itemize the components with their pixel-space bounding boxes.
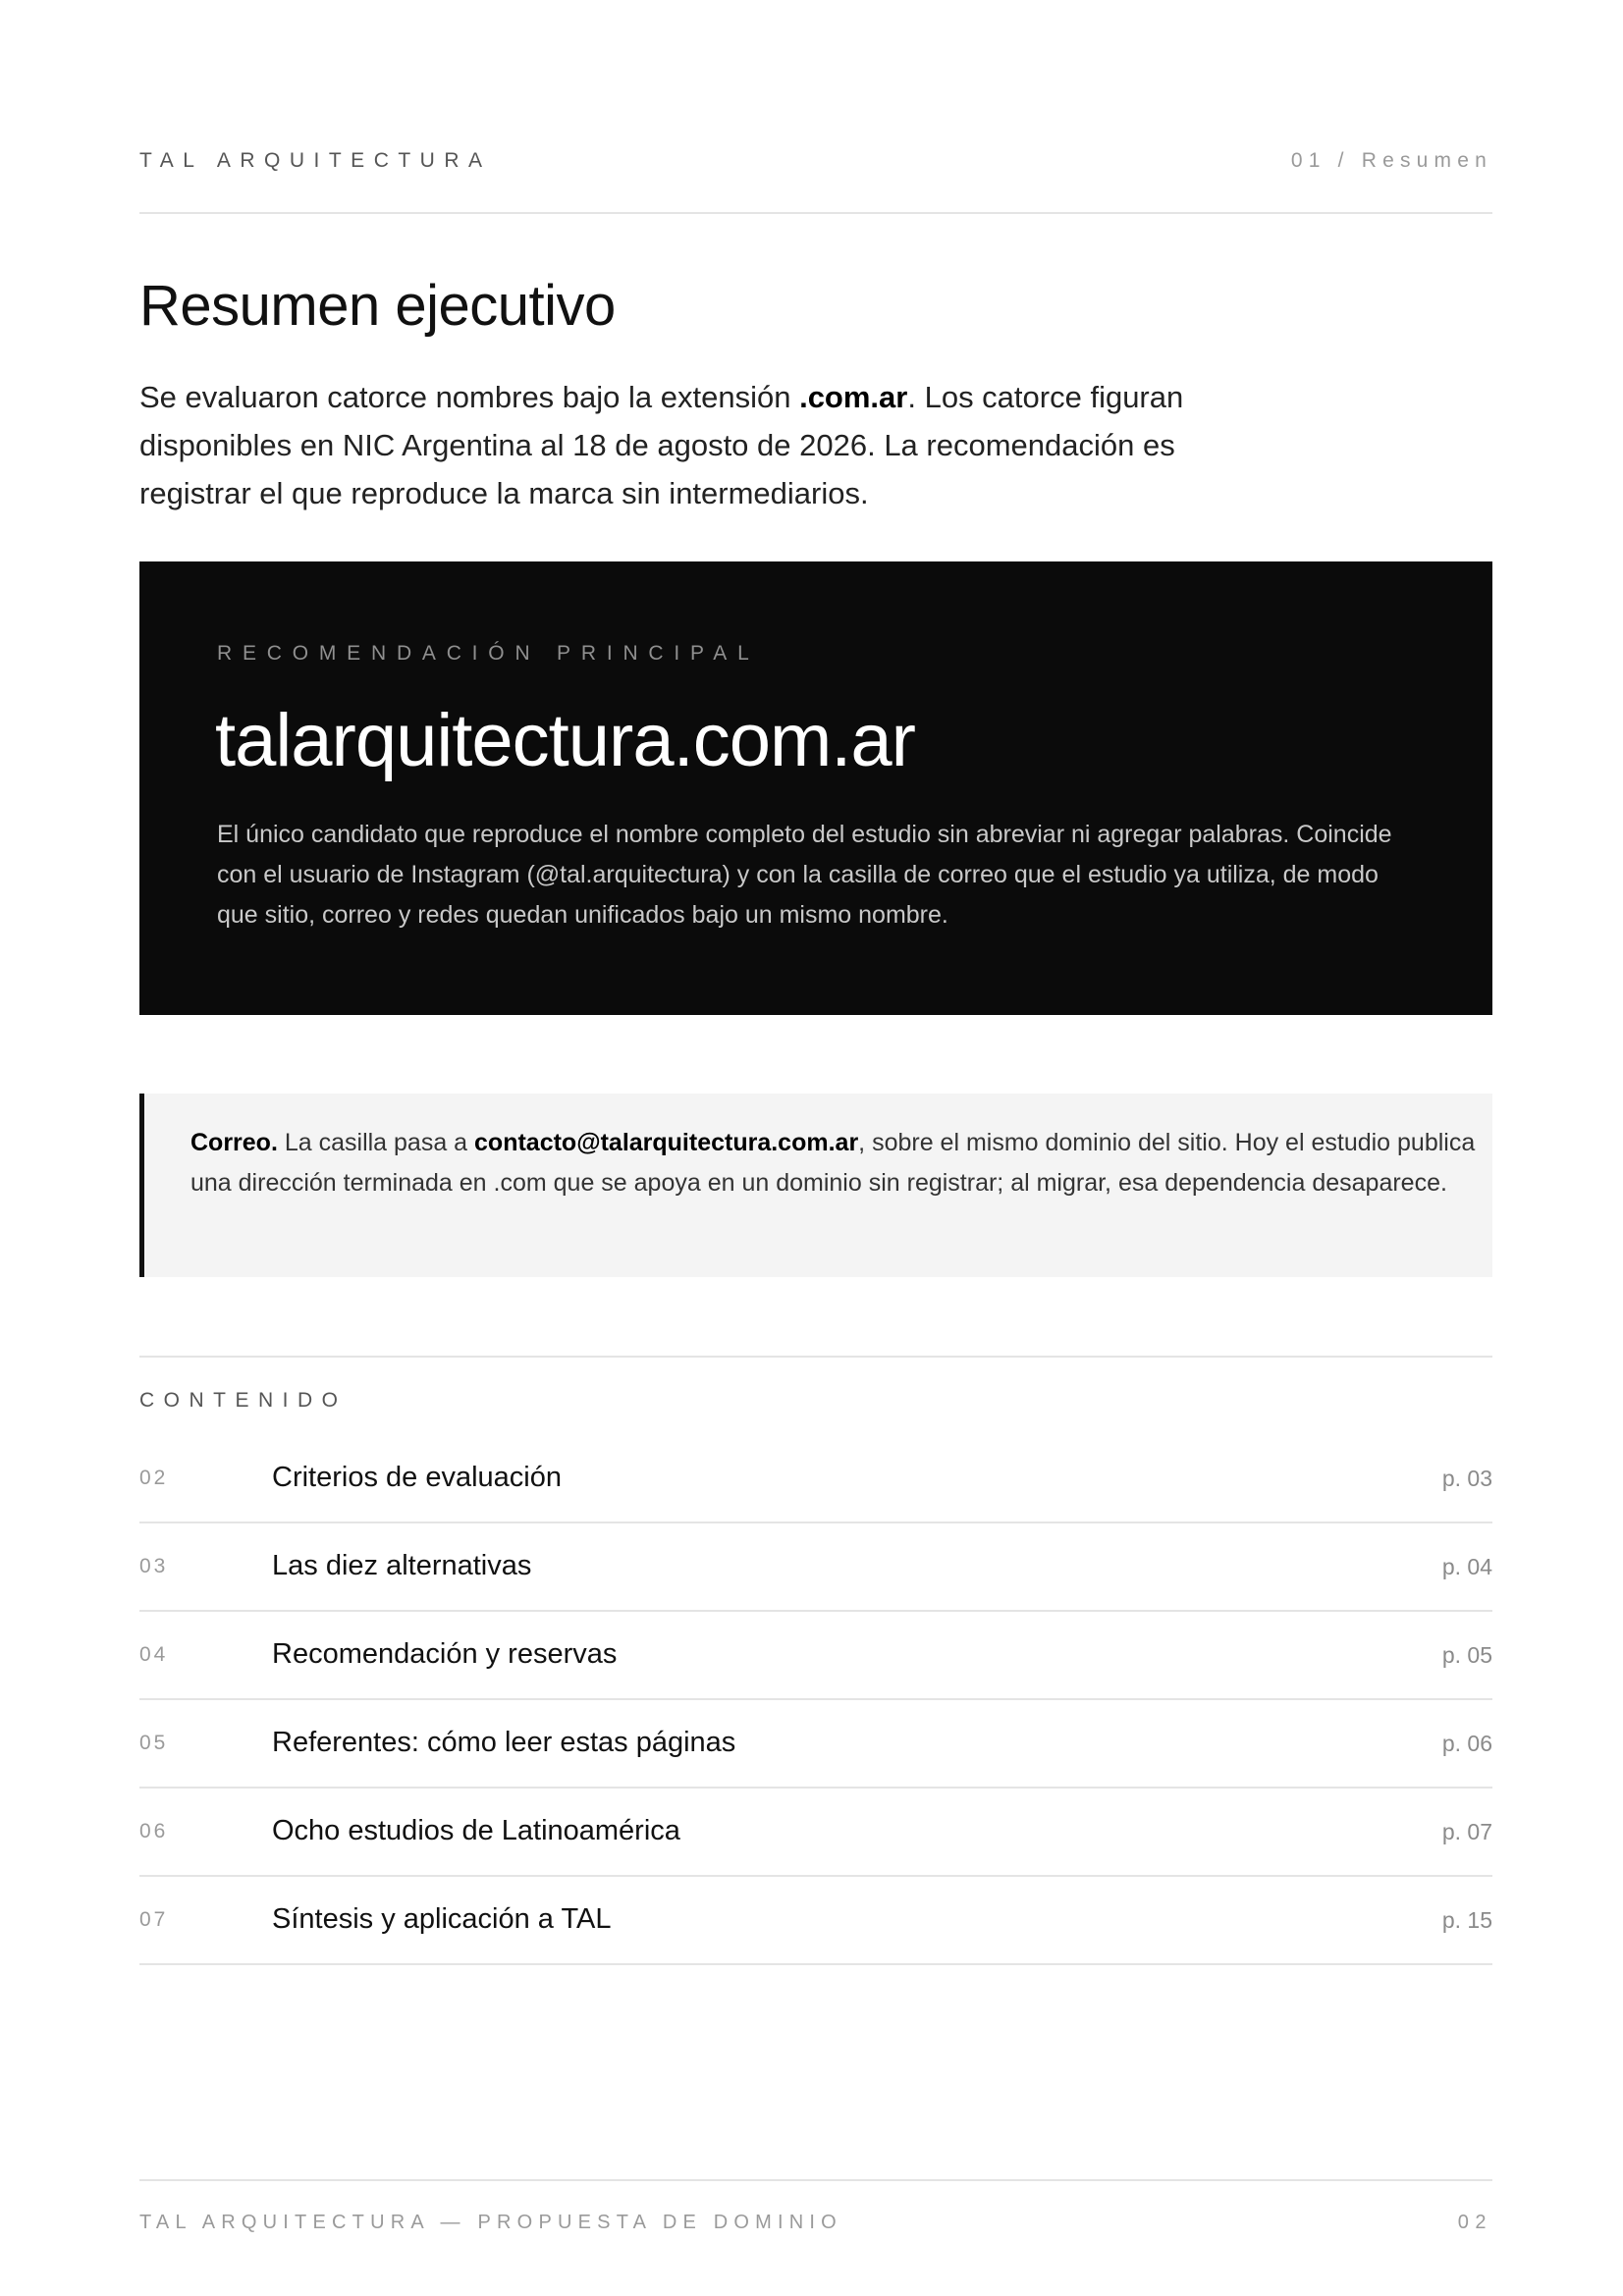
toc-row[interactable]	[139, 1523, 1492, 1612]
toc-item-title: Criterios de evaluación	[272, 1462, 562, 1493]
toc-row[interactable]	[139, 1877, 1492, 1965]
brand-name: TAL ARQUITECTURA	[139, 149, 492, 172]
intro-paragraph	[139, 373, 1249, 517]
table-of-contents	[139, 1435, 1492, 1965]
recommendation-label: RECOMENDACIÓN PRINCIPAL	[217, 642, 760, 665]
page-header	[139, 147, 1492, 214]
toc-item-number: 06	[139, 1820, 169, 1842]
toc-row[interactable]	[139, 1612, 1492, 1700]
recommendation-description: El único candidato que reproduce el nombre completo del estudio sin abreviar ni agregar palabras. Coincide con el usuario de Instagram (@tal.arquitectura) y con la casilla de correo que el estudio ya utiliza, de modo que sitio, correo y redes quedan unificados bajo un mismo nombre.	[217, 821, 1392, 929]
toc-item-page: p. 03	[1441, 1466, 1492, 1491]
toc-item-title: Síntesis y aplicación a TAL	[272, 1903, 612, 1935]
toc-item-number: 05	[139, 1732, 169, 1754]
toc-row[interactable]	[139, 1789, 1492, 1877]
toc-row[interactable]	[139, 1435, 1492, 1523]
page-title: Resumen ejecutivo	[139, 274, 616, 338]
toc-item-title: Recomendación y reservas	[272, 1638, 618, 1670]
toc-divider	[139, 1356, 1492, 1358]
recommendation-panel	[139, 561, 1492, 1015]
toc-item-page: p. 04	[1441, 1554, 1492, 1579]
note-text-end: , sobre el mismo dominio del sitio. Hoy el estudio publica una dirección terminada en .com que se apoya en un dominio sin registrar; al migrar, esa dependencia desaparece.	[190, 1129, 1476, 1197]
toc-heading: CONTENIDO	[139, 1389, 348, 1412]
toc-item-title: Las diez alternativas	[272, 1550, 532, 1581]
intro-extension: .com.ar	[799, 380, 908, 414]
toc-item-page: p. 06	[1441, 1731, 1492, 1756]
toc-item-number: 04	[139, 1643, 169, 1666]
intro-text-start: Se evaluaron catorce nombres bajo la extensión	[139, 380, 800, 414]
toc-item-number: 02	[139, 1467, 169, 1489]
toc-item-title: Ocho estudios de Latinoamérica	[272, 1815, 680, 1846]
toc-item-page: p. 15	[1441, 1907, 1492, 1933]
email-note-text	[190, 1123, 1479, 1202]
intro-text-end: . Los catorce figuran disponibles en NIC Argentina al 18 de agosto de 2026. La recomendación es registrar el que reproduce la marca sin intermediarios.	[139, 380, 1184, 510]
recommended-domain: talarquitectura.com.ar	[215, 699, 915, 782]
note-email: contacto@talarquitectura.com.ar	[474, 1129, 859, 1156]
toc-item-title: Referentes: cómo leer estas páginas	[272, 1727, 736, 1758]
toc-item-page: p. 07	[1441, 1819, 1492, 1844]
page-number: 02	[1457, 2212, 1492, 2233]
footer-title: TAL ARQUITECTURA — PROPUESTA DE DOMINIO	[139, 2212, 842, 2233]
toc-item-page: p. 05	[1441, 1642, 1492, 1668]
document-page	[139, 0, 1492, 2296]
toc-row[interactable]	[139, 1700, 1492, 1789]
footer-divider	[139, 2179, 1492, 2181]
section-indicator: 01 / Resumen	[1290, 149, 1492, 172]
toc-item-number: 03	[139, 1555, 169, 1577]
note-text-start: La casilla pasa a	[277, 1129, 475, 1156]
note-heading: Correo.	[190, 1129, 278, 1156]
toc-item-number: 07	[139, 1908, 169, 1931]
